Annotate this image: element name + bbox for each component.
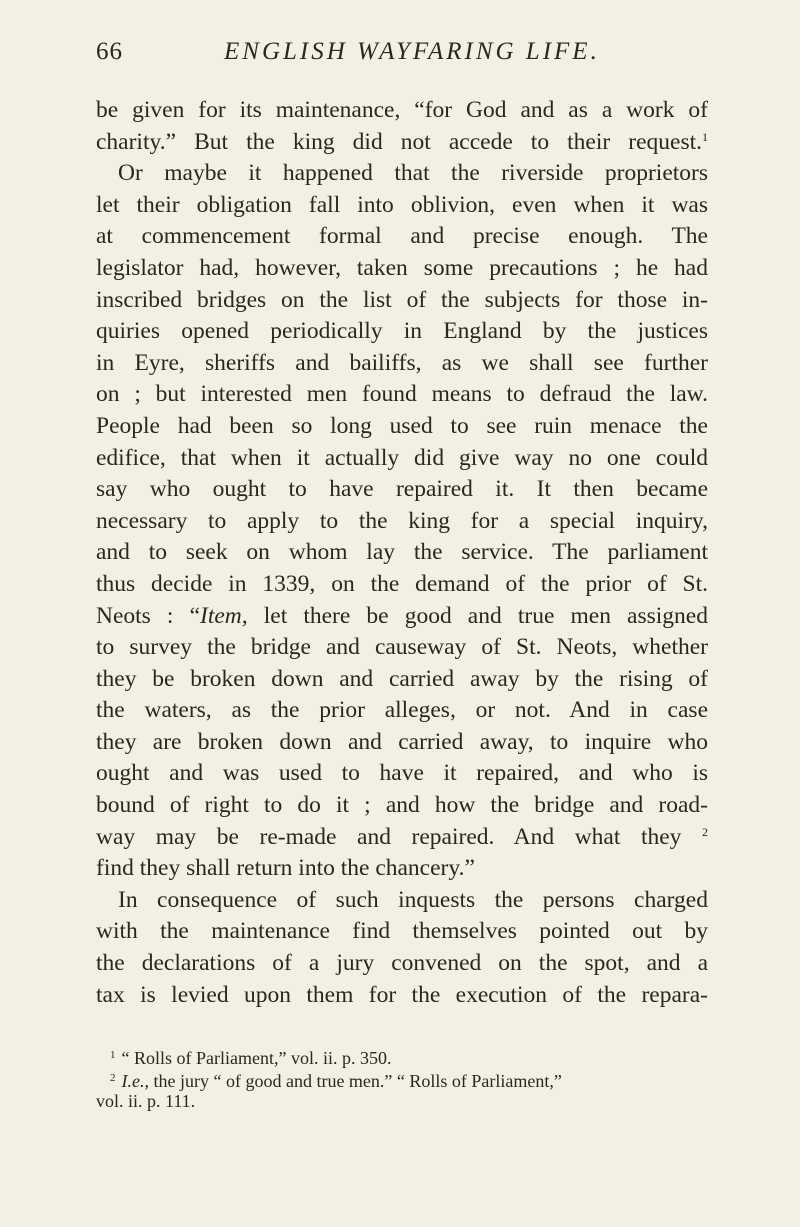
text-line: legislator had, however, taken some precautions ; he had [96,254,708,281]
text-line: and to seek on whom lay the service. The parliament [96,539,708,566]
footnotes [96,1044,708,1113]
text-line: In consequence of such inquests the persons charged [118,886,708,913]
text-line: at commencement formal and precise enough. The [96,223,708,250]
text-line: they are broken down and carried away, to inquire who [96,728,708,755]
footnote-ref: 2 [702,824,709,839]
footnote-2-continued: vol. ii. p. 111. [96,1091,196,1111]
page-number: 66 [96,38,123,65]
running-head [96,38,716,78]
text-line: necessary to apply to the king for a special inquiry, [96,507,708,534]
text-line: be given for its maintenance, “for God and as a work of [96,97,708,123]
footnote-2: $^2$ I.e., the jury “ of good and true men.” “ Rolls of Parliament,” [110,1071,562,1091]
text-line: find they shall return into the chancery.” [96,855,475,882]
text-line: the declarations of a jury convened on the spot, and a [96,950,708,977]
footnote-mark: 2 [110,1072,116,1084]
text-line: Neots : “Item, let there be good and true men assigned [96,602,708,629]
text-line: say who ought to have repaired it. It then became [96,476,708,503]
text-line: ought and was used to have it repaired, and who is [96,760,708,787]
text-line: on ; but interested men found means to defraud the law. [96,381,708,408]
text-line: way may be re-made and repaired. And what they $^2$ [96,823,709,850]
italic-word: Item, [200,602,248,629]
text-line: thus decide in 1339, on the demand of the prior of St. [96,570,708,597]
text-line: tax is levied upon them for the execution of the repara- [96,981,708,1008]
footnote-ref: 1 [702,129,708,144]
footnote-1: $^1$ “ Rolls of Parliament,” vol. ii. p. 350. [110,1048,392,1068]
text-line: quiries opened periodically in England by the justices [96,318,708,345]
body-text [96,95,708,1011]
text-line: to survey the bridge and causeway of St. Neots, whether [96,634,708,661]
text-line: let their obligation fall into oblivion, even when it was [96,191,708,218]
text-line: with the maintenance find themselves pointed out by [96,918,708,945]
text-line: in Eyre, sheriffs and bailiffs, as we shall see further [96,349,708,376]
text-line: edifice, that when it actually did give way no one could [96,444,708,471]
footnote-mark: 1 [110,1049,116,1061]
text-line: People had been so long used to see ruin menace the [96,412,708,439]
text-line: charity.” But the king did not accede to their request.$^1$ [96,128,708,155]
text-line: inscribed bridges on the list of the subjects for those in- [96,286,708,313]
running-title: ENGLISH WAYFARING LIFE. [224,38,600,65]
text-line: bound of right to do it ; and how the bridge and road- [96,792,708,819]
text-line: the waters, as the prior alleges, or not. And in case [96,697,708,724]
text-line: they be broken down and carried away by the rising of [96,665,708,692]
text-line: Or maybe it happened that the riverside proprietors [118,160,708,187]
